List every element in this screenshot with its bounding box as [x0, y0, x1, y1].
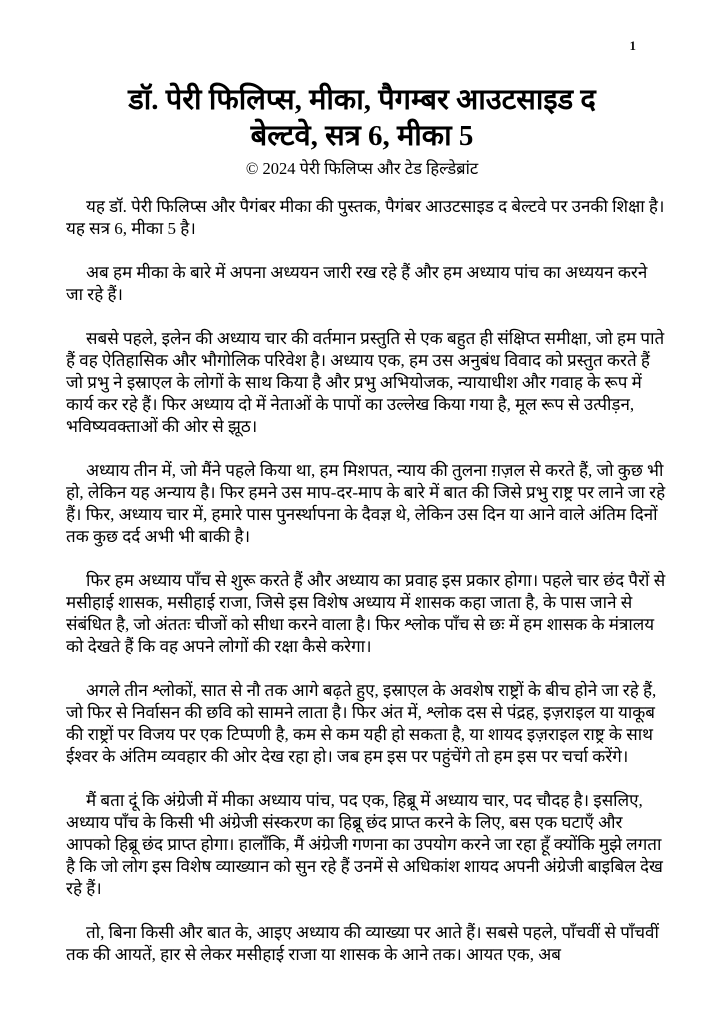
document-title-line-1: डॉ. पेरी फिलिप्स, मीका, पैगम्बर आउटसाइड द: [128, 84, 596, 116]
document-title-line-2: बेल्टवे, सत्र 6, मीका 5: [250, 120, 474, 152]
document-body: [66, 196, 666, 966]
paragraph-study-continues: अब हम मीका के बारे में अपना अध्ययन जारी रख रहे हैं और हम अध्याय पांच का अध्ययन करने जा रहे हैं।: [66, 263, 648, 304]
document-title: [70, 82, 654, 154]
paragraph-verses-7-15: अगले तीन श्लोकों, सात से नौ तक आगे बढ़ते हुए, इस्राएल के अवशेष राष्ट्रों के बीच होने जा रहे हैं, जो फिर से निर्वासन की छवि को सामने लाता है। फिर अंत में, श्लोक दस से पंद्रह, इज़राइल या याकूब की राष्ट्रों पर विजय पर एक टिप्पणी है, कम से कम यही हो सकता है, या शायद इज़राइल राष्ट्र के साथ ईश्वर के अंतिम व्यवहार की ओर देख रहा हो। जब हम इस पर पहुंचेंगे तो हम इस पर चर्चा करेंगे।: [66, 681, 657, 766]
copyright-notice: © 2024 पेरी फिलिप्स और टेड हिल्डेब्रांट: [245, 159, 479, 178]
paragraph-review-chapters-3-4: अध्याय तीन में, जो मैंने पहले किया था, हम मिशपत, न्याय की तुलना ग़ज़ल से करते हैं, जो कुछ भी हो, लेकिन यह अन्याय है। फिर हमने उस माप-दर-माप के बारे में बात की जिसे प्रभु राष्ट्र पर लाने जा रहे हैं। फिर, अध्याय चार में, हमारे पास पुनर्स्थापना के दैवज्ञ थे, लेकिन उस दिन या आने वाले अंतिम दिनों तक कुछ दर्द अभी भी बाकी है।: [66, 461, 666, 546]
paragraph-verse-numbering-note: मैं बता दूं कि अंग्रेजी में मीका अध्याय पांच, पद एक, हिब्रू में अध्याय चार, पद चौदह है। इसलिए, अध्याय पाँच के किसी भी अंग्रेजी संस्करण का हिब्रू छंद प्राप्त करने के लिए, बस एक घटाएँ और आपको हिब्रू छंद प्राप्त होगा। हालाँकि, मैं अंग्रेजी गणना का उपयोग करने जा रहा हूँ क्योंकि मुझे लगता है कि जो लोग इस विशेष व्याख्यान को सुन रहे हैं उनमें से अधिकांश शायद अपनी अंग्रेजी बाइबिल देख रहे हैं।: [66, 791, 663, 898]
page-number: 1: [629, 38, 636, 53]
paragraph-review-chapters-1-2: सबसे पहले, इलेन की अध्याय चार की वर्तमान प्रस्तुति से एक बहुत ही संक्षिप्त समीक्षा, जो हम पाते हैं वह ऐतिहासिक और भौगोलिक परिवेश है। अध्याय एक, हम उस अनुबंध विवाद को प्रस्तुत करते हैं जो प्रभु ने इस्राएल के लोगों के साथ किया है और प्रभु अभियोजक, न्यायाधीश और गवाह के रूप में कार्य कर रहे हैं। फिर अध्याय दो में नेताओं के पापों का उल्लेख किया गया है, मूल रूप से उत्पीड़न, भविष्यवक्ताओं की ओर से झूठ।: [66, 329, 665, 436]
paragraph-chapter-5-overview: फिर हम अध्याय पाँच से शुरू करते हैं और अध्याय का प्रवाह इस प्रकार होगा। पहले चार छंद पैरों से मसीहाई शासक, मसीहाई राजा, जिसे इस विशेष अध्याय में शासक कहा जाता है, के पास जाने से संबंधित है, जो अंततः चीजों को सीधा करने वाला है। फिर श्लोक पाँच से छः में हम शासक के मंत्रालय को देखते हैं कि वह अपने लोगों की रक्षा कैसे करेगा।: [66, 571, 666, 656]
paragraph-exposition-start: तो, बिना किसी और बात के, आइए अध्याय की व्याख्या पर आते हैं। सबसे पहले, पाँचवीं से पाँचवीं तक की आयतें, हार से लेकर मसीहाई राजा या शासक के आने तक। आयत एक, अब: [66, 923, 659, 964]
paragraph-intro: यह डॉ. पेरी फिलिप्स और पैगंबर मीका की पुस्तक, पैगंबर आउटसाइड द बेल्टवे पर उनकी शिक्षा है। यह सत्र 6, मीका 5 है।: [66, 197, 665, 238]
